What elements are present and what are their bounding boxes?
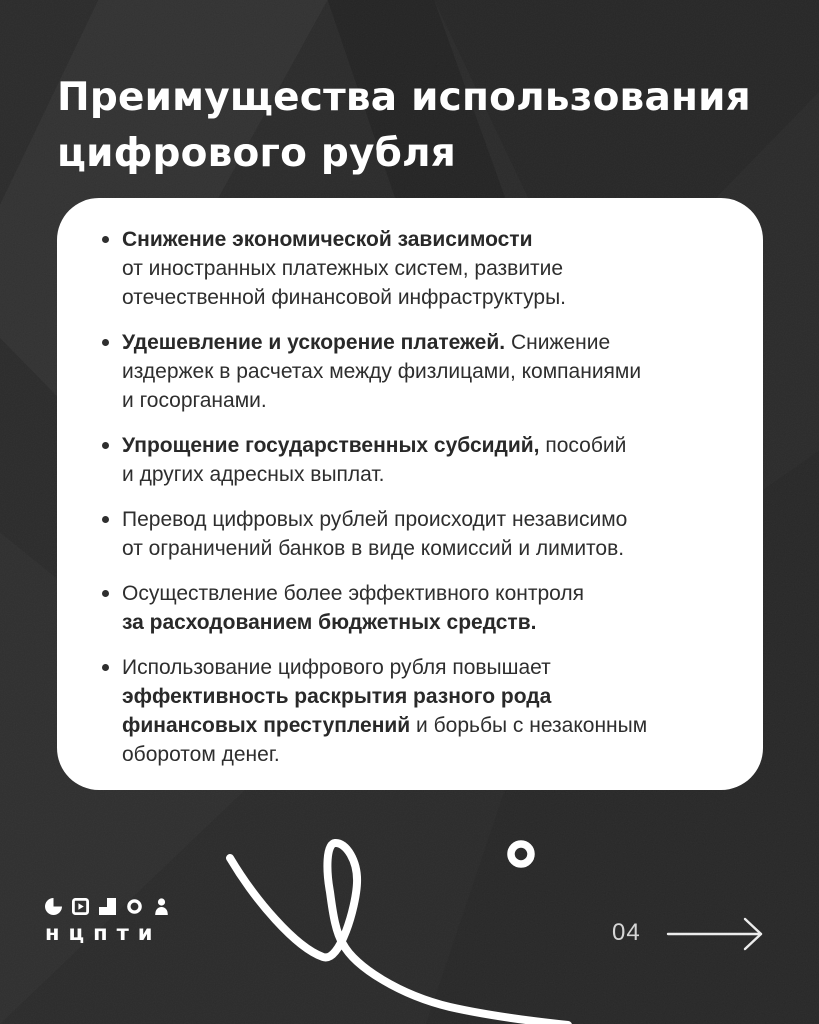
list-item xyxy=(100,653,719,769)
list-item xyxy=(100,225,719,312)
list-item-line xyxy=(122,505,719,534)
text-segment: Снижение xyxy=(505,331,611,354)
bold-text-segment: Упрощение государственных субсидий, xyxy=(122,434,540,457)
text-segment: и борьбы с незаконным xyxy=(410,714,648,737)
text-segment: пособий xyxy=(539,434,627,457)
list-item-line xyxy=(122,254,719,283)
list-item xyxy=(100,328,719,415)
list-item-line xyxy=(122,534,719,563)
small-ring xyxy=(511,844,531,864)
text-segment: Использование цифрового рубля повышает xyxy=(122,656,551,679)
bold-text-segment: финансовых преступлений xyxy=(122,714,411,737)
list-item xyxy=(100,579,719,637)
bold-text-segment: Снижение экономической зависимости xyxy=(122,228,533,251)
next-arrow-icon xyxy=(665,916,767,952)
benefits-list xyxy=(100,225,719,769)
list-item-line xyxy=(122,357,719,386)
list-item-line xyxy=(122,740,719,769)
pacman-icon xyxy=(45,898,62,915)
page-title-line-2: цифрового рубля xyxy=(57,131,457,176)
text-segment: и других адресных выплат. xyxy=(122,463,385,486)
logo-icon-row xyxy=(45,898,170,915)
text-segment: оборотом денег. xyxy=(122,743,280,766)
text-segment: от ограничений банков в виде комиссий и лимитов. xyxy=(122,537,625,560)
play-square-icon xyxy=(72,898,89,915)
list-item-line xyxy=(122,386,719,415)
text-segment: от иностранных платежных систем, развитие xyxy=(122,257,564,280)
spiral-line xyxy=(230,843,568,1024)
text-segment: Осуществление более эффективного контроля xyxy=(122,582,585,605)
list-item-line xyxy=(122,328,719,357)
list-item-line xyxy=(122,653,719,682)
bold-text-segment: Удешевление и ускорение платежей. xyxy=(122,331,506,354)
list-item-line xyxy=(122,283,719,312)
list-item-line xyxy=(122,711,719,740)
list-item-line xyxy=(122,579,719,608)
page-title xyxy=(57,70,777,182)
list-item-line xyxy=(122,608,719,637)
list-item-line xyxy=(122,682,719,711)
stairs-icon xyxy=(99,898,116,915)
bold-text-segment: за расходованием бюджетных средств. xyxy=(122,611,537,634)
text-segment: и госорганами. xyxy=(122,389,267,412)
list-item-line xyxy=(122,460,719,489)
text-segment: Перевод цифровых рублей происходит независимо xyxy=(122,508,628,531)
list-item-line xyxy=(122,431,719,460)
page-number: 04 xyxy=(612,919,641,946)
list-item xyxy=(100,505,719,563)
ring-icon xyxy=(126,898,143,915)
list-item xyxy=(100,431,719,489)
ncpti-logo xyxy=(45,898,170,945)
person-icon xyxy=(153,898,170,915)
list-item-line xyxy=(122,225,719,254)
text-segment: отечественной финансовой инфраструктуры. xyxy=(122,286,566,309)
page-title-line-1: Преимущества использования xyxy=(57,75,751,120)
benefits-card xyxy=(57,198,763,790)
logo-wordmark: нцпти xyxy=(45,921,162,945)
bold-text-segment: эффективность раскрытия разного рода xyxy=(122,685,552,708)
text-segment: издержек в расчетах между физлицами, компаниями xyxy=(122,360,642,383)
